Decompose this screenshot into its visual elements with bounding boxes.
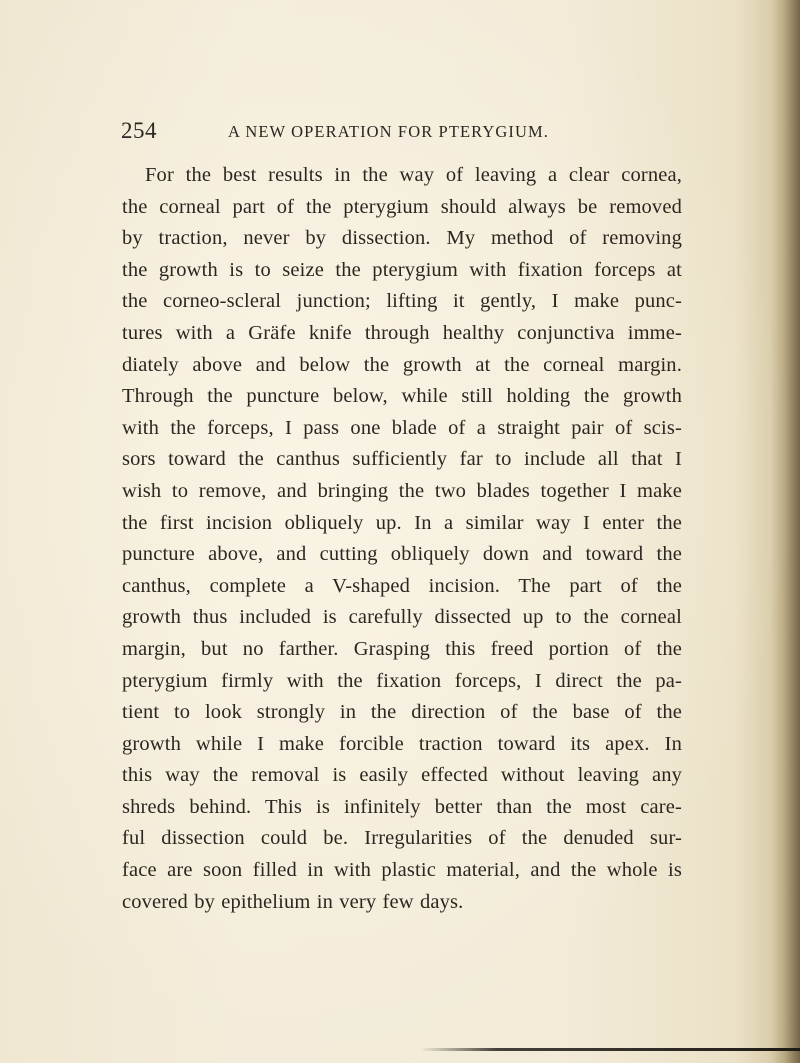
text-line: face are soon filled in with plastic material, and the whole is (122, 859, 682, 882)
text-line: puncture above, and cutting obliquely down and toward the (122, 543, 682, 566)
text-line: the growth is to seize the pterygium with fixation forceps at (122, 258, 682, 281)
text-line: sors toward the canthus sufficiently far to include all that I (122, 448, 682, 471)
text-line: by traction, never by dissection. My method of removing (122, 227, 682, 250)
page-number: 254 (121, 118, 157, 143)
text-line: covered by epithelium in very few days. (122, 890, 464, 913)
text-line: with the forceps, I pass one blade of a straight pair of scis- (122, 416, 682, 439)
text-line: For the best results in the way of leaving a clear cornea, (145, 164, 682, 186)
text-line: Through the puncture below, while still holding the growth (122, 385, 682, 408)
page-edge-shadow (770, 0, 800, 1063)
text-line: growth thus included is carefully dissected up to the corneal (122, 606, 682, 629)
text-line: the corneal part of the pterygium should always be removed (122, 195, 682, 218)
running-head: A NEW OPERATION FOR PTERYGIUM. (228, 122, 550, 141)
bottom-edge-rule (420, 1048, 800, 1051)
text-line: canthus, complete a V-shaped incision. The part of the (122, 574, 682, 597)
text-line: ful dissection could be. Irregularities of the denuded sur- (122, 827, 682, 850)
text-line: tures with a Gräfe knife through healthy conjunctiva imme- (122, 321, 682, 344)
body-paragraph (122, 160, 682, 918)
text-line: wish to remove, and bringing the two blades together I make (122, 479, 682, 502)
text-line: the corneo-scleral junction; lifting it gently, I make punc- (122, 290, 682, 313)
text-line: diately above and below the growth at the corneal margin. (122, 353, 682, 376)
text-line: growth while I make forcible traction toward its apex. In (122, 732, 682, 755)
text-line: tient to look strongly in the direction of the base of the (122, 701, 682, 724)
text-line: the first incision obliquely up. In a similar way I enter the (122, 511, 682, 534)
text-line: pterygium firmly with the fixation forceps, I direct the pa- (122, 669, 682, 692)
page-header (121, 118, 681, 146)
text-line: this way the removal is easily effected without leaving any (122, 764, 682, 787)
text-line: shreds behind. This is infinitely better than the most care- (122, 795, 682, 818)
text-line: margin, but no farther. Grasping this freed portion of the (122, 637, 682, 660)
